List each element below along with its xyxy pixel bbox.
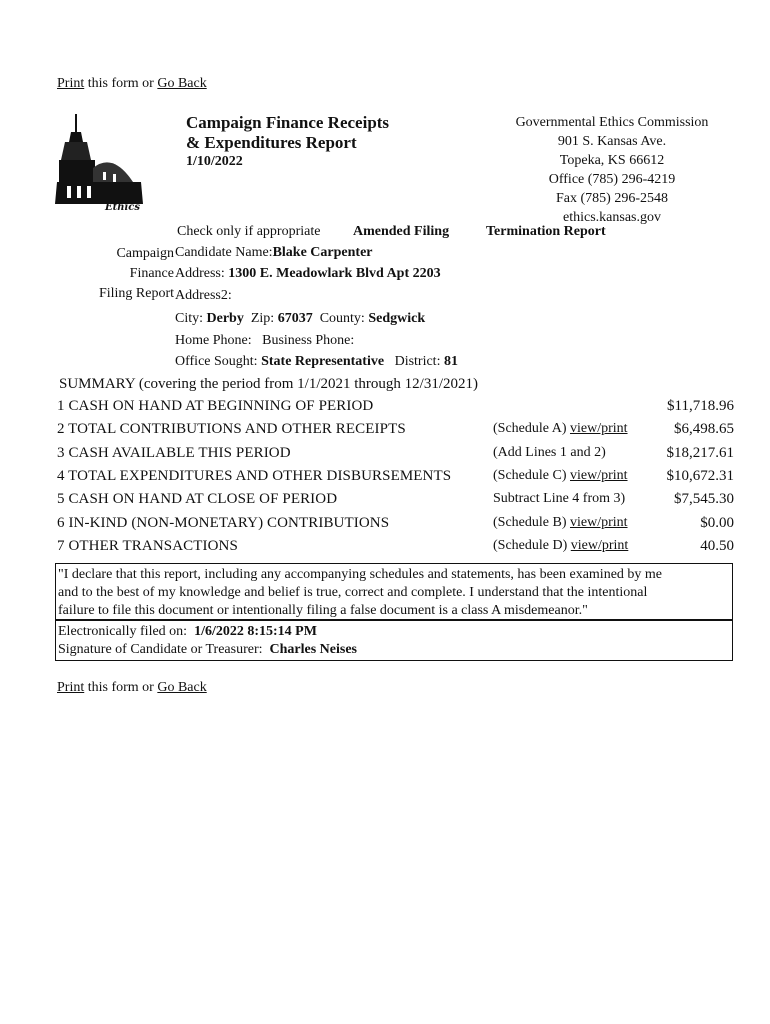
agency-street: 901 S. Kansas Ave. bbox=[557, 134, 667, 149]
summary-line-row bbox=[57, 491, 737, 513]
summary-line-amount: $6,498.65 bbox=[674, 421, 734, 437]
schedule-note: (Schedule D) bbox=[493, 538, 571, 553]
check-prompt: Check only if appropriate bbox=[177, 224, 321, 239]
report-title-line2: & Expenditures Report bbox=[186, 133, 357, 152]
declaration-line3: failure to file this document or intentionally filing a false document is a class A misdemeanor." bbox=[58, 603, 588, 618]
signature-row: Signature of Candidate or Treasurer: Charles Neises bbox=[58, 642, 358, 657]
view-print-link[interactable]: view/print bbox=[569, 515, 628, 530]
summary-line-row bbox=[57, 515, 737, 537]
summary-line-row bbox=[57, 445, 737, 467]
summary-line-label: 1 CASH ON HAND AT BEGINNING OF PERIOD bbox=[57, 398, 374, 414]
print-link[interactable]: Print bbox=[57, 76, 85, 91]
filing-info-box bbox=[55, 619, 733, 661]
report-title-block bbox=[186, 113, 389, 171]
agency-city: Topeka, KS 66612 bbox=[559, 153, 665, 168]
summary-line-schedule bbox=[493, 445, 606, 461]
nav-text-bottom: this form or bbox=[84, 680, 158, 695]
kansas-capitol-seal-icon bbox=[53, 112, 145, 212]
go-back-link-bottom[interactable]: Go Back bbox=[157, 680, 207, 695]
summary-line-amount: 40.50 bbox=[700, 538, 734, 554]
bottom-nav bbox=[57, 680, 207, 696]
view-print-link[interactable]: view/print bbox=[569, 468, 628, 483]
view-print-link[interactable]: view/print bbox=[570, 538, 629, 553]
signature-value: Charles Neises bbox=[269, 642, 358, 657]
summary-line-schedule bbox=[493, 515, 628, 531]
seal-caption: Ethics bbox=[105, 202, 141, 212]
summary-line-amount: $18,217.61 bbox=[666, 445, 734, 461]
summary-line-amount: $0.00 bbox=[700, 515, 734, 531]
filed-on-value: 1/6/2022 8:15:14 PM bbox=[194, 624, 317, 639]
schedule-note: (Schedule B) bbox=[493, 515, 570, 530]
summary-line-label: 5 CASH ON HAND AT CLOSE OF PERIOD bbox=[57, 491, 338, 507]
campaign-finance-filing-label: Campaign Finance Filing Report bbox=[98, 246, 174, 301]
summary-line-schedule bbox=[493, 491, 625, 507]
print-link-bottom[interactable]: Print bbox=[57, 680, 85, 695]
candidate-city: Derby bbox=[206, 311, 244, 326]
candidate-address: 1300 E. Meadowlark Blvd Apt 2203 bbox=[228, 266, 441, 281]
schedule-note: (Add Lines 1 and 2) bbox=[493, 445, 606, 460]
filed-on-row: Electronically filed on: 1/6/2022 8:15:14 PM bbox=[58, 624, 317, 639]
candidate-address-row: Address: 1300 E. Meadowlark Blvd Apt 2203 bbox=[175, 266, 441, 281]
candidate-city-row: City: Derby Zip: 67037 County: Sedgwick bbox=[175, 311, 426, 326]
summary-line-label: 7 OTHER TRANSACTIONS bbox=[57, 538, 238, 554]
summary-line-amount: $7,545.30 bbox=[674, 491, 734, 507]
report-title-line1: Campaign Finance Receipts bbox=[186, 113, 390, 132]
summary-line-label: 2 TOTAL CONTRIBUTIONS AND OTHER RECEIPTS bbox=[57, 421, 406, 437]
agency-fax: Fax (785) 296-2548 bbox=[556, 191, 668, 206]
agency-name: Governmental Ethics Commission bbox=[515, 115, 709, 130]
schedule-note: (Schedule A) bbox=[493, 421, 570, 436]
declaration-box bbox=[55, 563, 733, 619]
office-sought: State Representative bbox=[261, 354, 385, 369]
candidate-name: Blake Carpenter bbox=[272, 245, 373, 260]
agency-website: ethics.kansas.gov bbox=[563, 210, 661, 225]
view-print-link[interactable]: view/print bbox=[569, 421, 628, 436]
declaration-line1: "I declare that this report, including any accompanying schedules and statements, has been examined by me bbox=[58, 567, 663, 582]
top-nav bbox=[57, 76, 207, 92]
summary-line-row bbox=[57, 421, 737, 443]
candidate-name-row: Candidate Name:Blake Carpenter bbox=[175, 245, 373, 260]
candidate-phone-row: Home Phone: Business Phone: bbox=[175, 333, 355, 348]
amended-filing-label: Amended Filing bbox=[353, 224, 450, 239]
schedule-note: Subtract Line 4 from 3) bbox=[493, 491, 626, 506]
go-back-link[interactable]: Go Back bbox=[157, 76, 207, 91]
schedule-note: (Schedule C) bbox=[493, 468, 570, 483]
summary-line-amount: $10,672.31 bbox=[666, 468, 734, 484]
summary-line-label: 3 CASH AVAILABLE THIS PERIOD bbox=[57, 445, 291, 461]
candidate-county: Sedgwick bbox=[368, 311, 426, 326]
summary-line-row bbox=[57, 538, 737, 560]
report-date: 1/10/2022 bbox=[186, 154, 243, 169]
summary-line-label: 6 IN-KIND (NON-MONETARY) CONTRIBUTIONS bbox=[57, 515, 390, 531]
summary-line-schedule bbox=[493, 421, 628, 437]
summary-line-row bbox=[57, 398, 737, 420]
agency-office-phone: Office (785) 296-4219 bbox=[548, 172, 676, 187]
agency-address-block bbox=[500, 113, 724, 227]
candidate-office-row: Office Sought: State Representative District: 81 bbox=[175, 354, 458, 369]
candidate-zip: 67037 bbox=[277, 311, 313, 326]
summary-line-schedule bbox=[493, 468, 628, 484]
summary-heading: SUMMARY (covering the period from 1/1/2021 through 12/31/2021) bbox=[59, 376, 478, 392]
nav-text: this form or bbox=[84, 76, 158, 91]
declaration-line2: and to the best of my knowledge and belief is true, correct and complete. I understand that the intentional bbox=[58, 585, 648, 600]
summary-line-schedule bbox=[493, 538, 628, 554]
summary-line-amount: $11,718.96 bbox=[667, 398, 734, 414]
summary-line-label: 4 TOTAL EXPENDITURES AND OTHER DISBURSEMENTS bbox=[57, 468, 452, 484]
termination-report-label: Termination Report bbox=[486, 224, 606, 239]
district: 81 bbox=[443, 354, 458, 369]
summary-line-row bbox=[57, 468, 737, 490]
candidate-address2-row: Address2: bbox=[175, 288, 232, 303]
